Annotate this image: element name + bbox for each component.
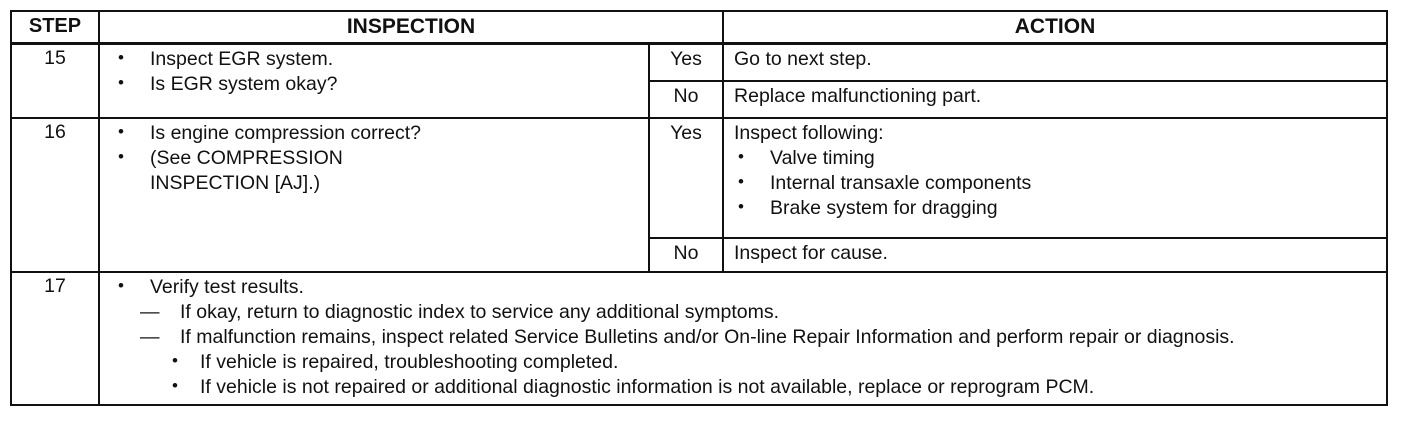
no-action: Inspect for cause. bbox=[723, 238, 1387, 272]
step-number: 16 bbox=[11, 118, 99, 272]
dash-item: — If malfunction remains, inspect related Service Bulletins and/or On-line Repair Information and perform repair or diagnosis. bbox=[140, 325, 1235, 348]
yes-label: Yes bbox=[649, 44, 723, 82]
bullet-icon: • bbox=[118, 48, 124, 67]
bullet-icon: • bbox=[172, 375, 178, 395]
inspection-item: • (See COMPRESSION INSPECTION [AJ].) bbox=[118, 146, 343, 194]
dash-icon: — bbox=[140, 325, 160, 348]
no-label: No bbox=[649, 81, 723, 118]
inspection-cell-wide bbox=[99, 272, 1387, 405]
header-inspection: INSPECTION bbox=[99, 11, 723, 44]
no-label: No bbox=[649, 238, 723, 272]
bullet-icon: • bbox=[738, 146, 744, 166]
yes-label: Yes bbox=[649, 118, 723, 238]
table-row bbox=[11, 118, 1387, 238]
table-row bbox=[11, 272, 1387, 405]
yes-action-cell bbox=[723, 118, 1387, 238]
dash-item: — If okay, return to diagnostic index to service any additional symptoms. bbox=[140, 300, 780, 323]
inspection-item: • Is EGR system okay? bbox=[118, 72, 338, 95]
inspection-item: • Verify test results. bbox=[118, 276, 304, 298]
bullet-icon: • bbox=[118, 276, 124, 295]
inspection-cell bbox=[99, 118, 649, 272]
table-row bbox=[11, 44, 1387, 82]
yes-action: Go to next step. bbox=[723, 44, 1387, 82]
action-item: • Valve timing bbox=[738, 146, 875, 169]
sub-item: • If vehicle is repaired, troubleshooting completed. bbox=[172, 350, 619, 373]
bullet-icon: • bbox=[738, 196, 744, 216]
inspection-cell bbox=[99, 44, 649, 119]
bullet-icon: • bbox=[172, 350, 178, 370]
yes-action-intro: Inspect following: bbox=[734, 122, 884, 144]
step-number: 17 bbox=[11, 272, 99, 405]
inspection-table-container bbox=[10, 10, 1386, 406]
inspection-item: • Is engine compression correct? bbox=[118, 122, 421, 144]
action-item: • Brake system for dragging bbox=[738, 196, 998, 219]
inspection-item: • Inspect EGR system. bbox=[118, 48, 334, 70]
dash-icon: — bbox=[140, 300, 160, 323]
action-item: • Internal transaxle components bbox=[738, 171, 1032, 194]
bullet-icon: • bbox=[738, 171, 744, 191]
header-step: STEP bbox=[11, 11, 99, 44]
header-action: ACTION bbox=[723, 11, 1387, 44]
sub-item: • If vehicle is not repaired or additional diagnostic information is not available, replace or reprogram PCM. bbox=[172, 375, 1095, 398]
bullet-icon: • bbox=[118, 146, 124, 166]
step-number: 15 bbox=[11, 44, 99, 119]
header-row bbox=[11, 11, 1387, 44]
no-action: Replace malfunctioning part. bbox=[723, 81, 1387, 118]
bullet-icon: • bbox=[118, 122, 124, 141]
bullet-icon: • bbox=[118, 72, 124, 92]
inspection-table bbox=[10, 10, 1388, 406]
